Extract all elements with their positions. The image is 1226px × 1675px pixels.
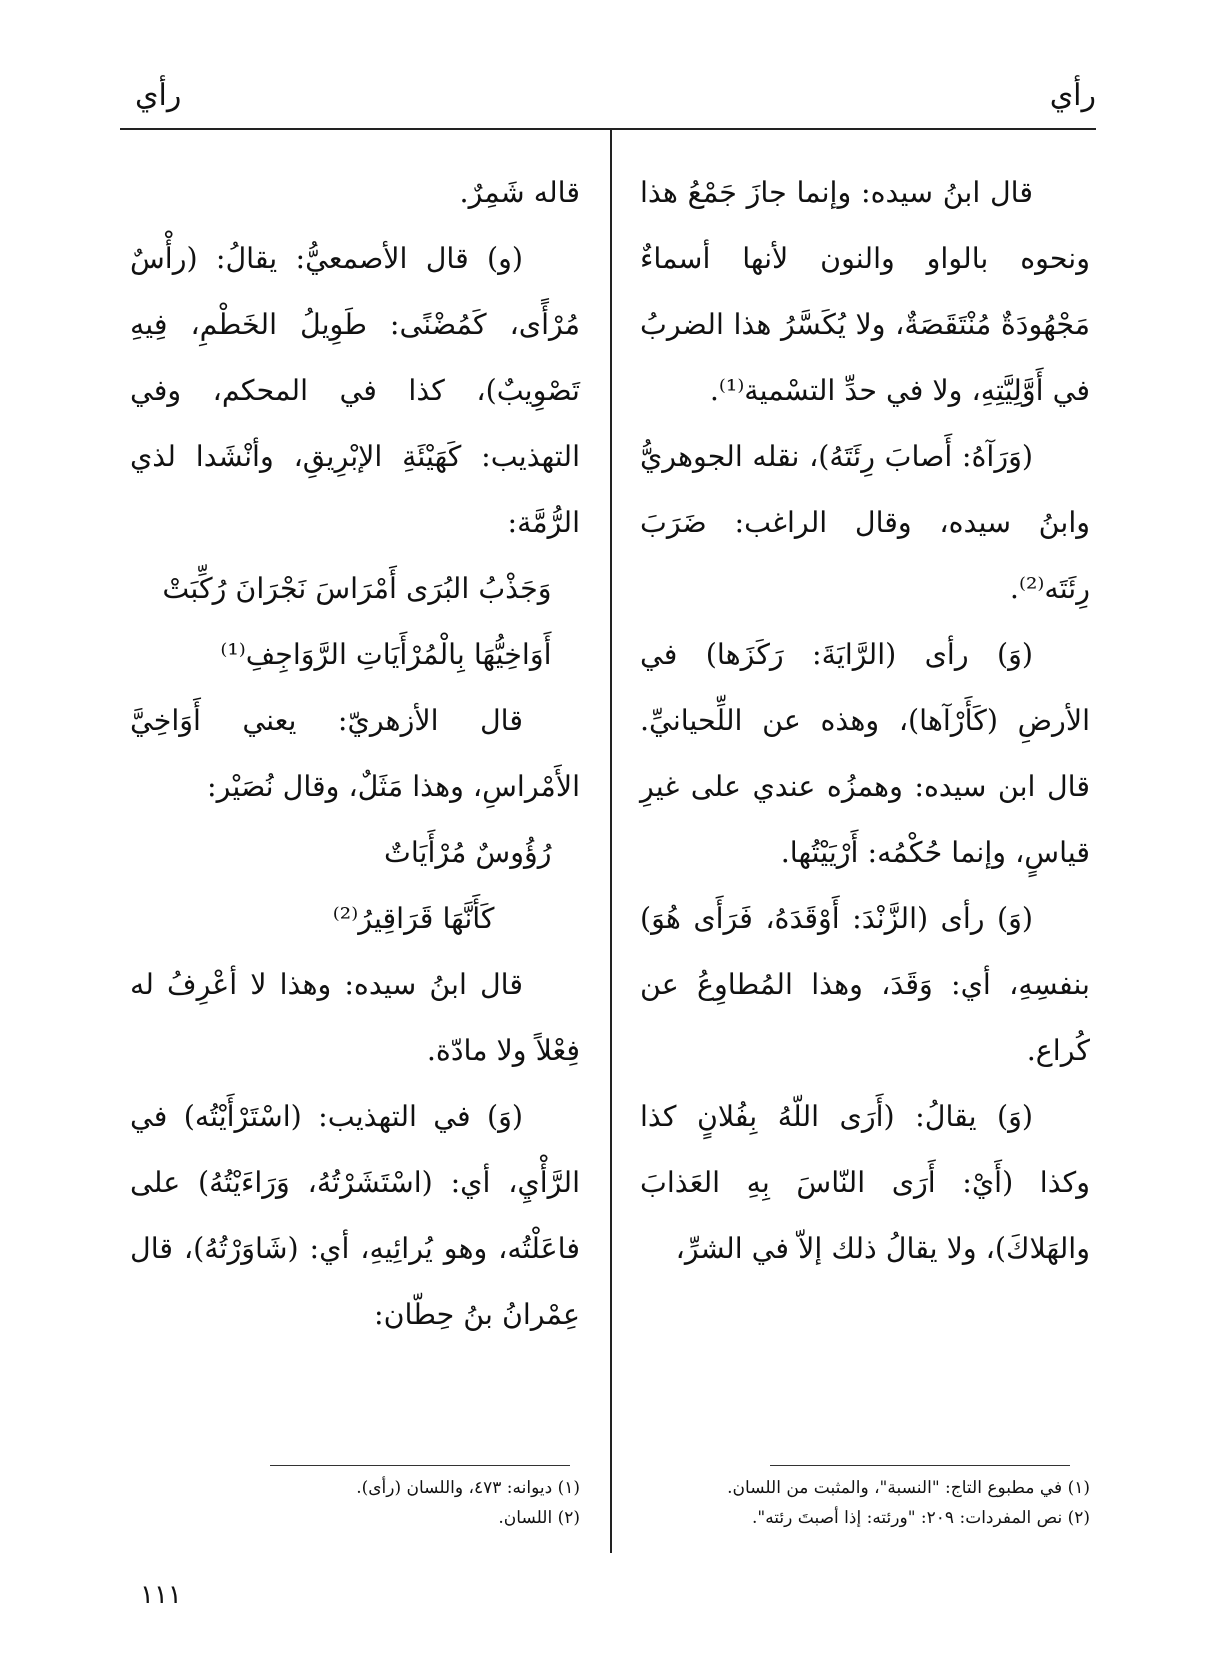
- left-text-column: [130, 160, 580, 1348]
- footnotes-right: [640, 1473, 1090, 1533]
- header-rule: [120, 128, 1096, 130]
- footnote-rule-right: [770, 1465, 1070, 1466]
- paragraph: قال الأزهريّ: يعني أَوَاخِيَّ الأَمْراسِ، وهذا مَثَلٌ، وقال نُصَيْر:: [130, 704, 580, 803]
- paragraph: (وَ) يقالُ: (أَرَى اللّهُ بِفُلانٍ كذا وكذا (أَيْ: أَرَى النّاسَ بِهِ العَذابَ والهَلاكَ)، ولا يقالُ ذلك إلاّ في الشرِّ،: [640, 1100, 1090, 1265]
- paragraph: قاله شَمِرٌ.: [459, 176, 580, 209]
- footnote: (١) في مطبوع التاج: "النسبة"، والمثبت من اللسان.: [727, 1478, 1090, 1498]
- paragraph: (و) قال الأصمعيُّ: يقالُ: (رأْسٌ مُرْأًى، كَمُضْنًى: طَوِيلُ الخَطْمِ، فِيهِ تَصْوِيبٌ)، كذا في المحكم، وفي التهذيب: كَهَيْئَةِ الإبْرِيقِ، وأنْشَدا لذي الرُّمَّة:: [130, 242, 580, 539]
- verse-line: أَوَاخِيُّهَا بِالْمُرْأَيَاتِ الرَّوَاجِفِ⁽¹⁾: [220, 638, 552, 671]
- footnote-rule-left: [270, 1465, 570, 1466]
- paragraph: قال ابنُ سيده: وإنما جازَ جَمْعُ هذا ونحوه بالواو والنون لأنها أسماءٌ مَجْهُودَةٌ مُنْتَقَصَةٌ، ولا يُكَسَّرُ هذا الضربُ في أَوَّلِيَّتِهِ، ولا في حدِّ التسْمية⁽¹⁾.: [640, 176, 1090, 407]
- paragraph: قال ابنُ سيده: وهذا لا أعْرِفُ له فِعْلاً ولا مادّة.: [130, 968, 580, 1067]
- running-header-right: رأي: [1049, 78, 1096, 113]
- verse-line: رُؤُوسٌ مُرْأَيَاتٌ: [384, 836, 552, 869]
- footnotes-left: [130, 1473, 580, 1533]
- verse-line: وَجَذْبُ البُرَى أَمْرَاسَ نَجْرَانَ رُكِّبَتْ: [162, 572, 552, 605]
- column-divider: [610, 128, 612, 1553]
- footnote: (٢) نص المفردات: ٢٠٩: "ورئته: إذا أصبتَ رئته".: [751, 1508, 1090, 1528]
- running-header-left: رأي: [135, 78, 182, 113]
- paragraph: (وَ) في التهذيب: (اسْتَرْأَيْتُه) في الرَّأْيِ، أي: (اسْتَشَرْتُهُ، وَرَاءَيْتُهُ) على فاعَلْتُه، وهو يُرائِيهِ، أي: (شَاوَرْتُهُ)، قال عِمْرانُ بنُ حِطّان:: [130, 1100, 580, 1331]
- footnote: (١) ديوانه: ٤٧٣، واللسان (رأى).: [356, 1478, 580, 1498]
- paragraph: (وَ) رأى (الرَّايَةَ: رَكَزَها) في الأرضِ (كَأَرْآها)، وهذه عن اللِّحيانيِّ. قال ابن سيده: وهمزُه عندي على غيرِ قياسٍ، وإنما حُكْمُه: أَرْيَيْتُها.: [640, 638, 1090, 869]
- right-text-column: [640, 160, 1090, 1282]
- page-number: ١١١: [140, 1580, 182, 1610]
- footnote: (٢) اللسان.: [498, 1508, 580, 1528]
- paragraph: (وَ) رأى (الزَّنْدَ: أَوْقَدَهُ، فَرَأَى هُوَ) بنفسِهِ، أي: وَقَدَ، وهذا المُطاوِعُ عن كُراع.: [640, 902, 1090, 1067]
- verse-line: كَأَنَّهَا قَرَاقِيرُ⁽²⁾: [332, 902, 495, 935]
- paragraph: (وَرَآهُ: أَصابَ رِئَتَهُ)، نقله الجوهريُّ وابنُ سيده، وقال الراغب: ضَرَبَ رِئَتَه⁽²⁾.: [640, 440, 1090, 605]
